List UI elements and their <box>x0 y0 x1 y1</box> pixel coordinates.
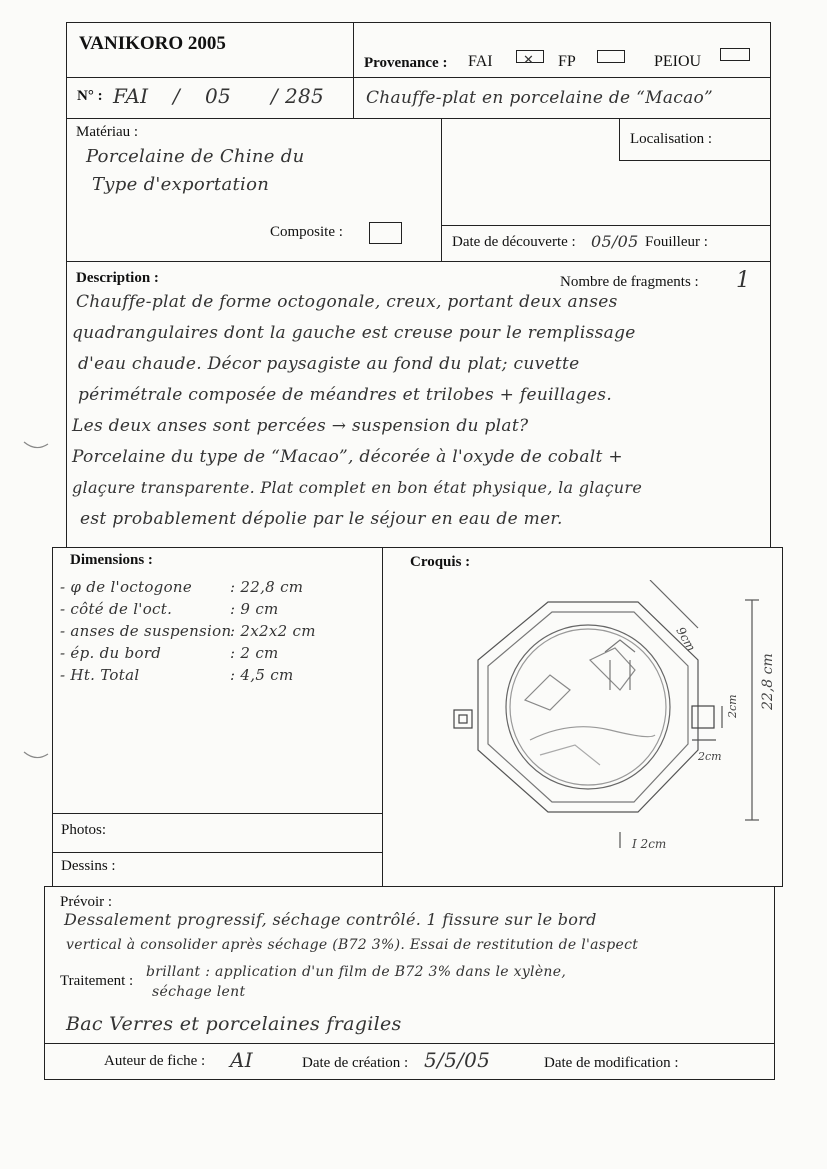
right-handle <box>692 706 714 728</box>
id-sep-1: / <box>173 84 181 108</box>
header-title-cell <box>66 22 354 78</box>
description-line: périmétrale composée de méandres et trilobes + feuillages. <box>78 385 613 405</box>
description-line: quadrangulaires dont la gauche est creuse pour le remplissage <box>72 323 636 343</box>
description-line: d'eau chaude. Décor paysagiste au fond du plat; cuvette <box>78 354 580 374</box>
auteur-value: AI <box>230 1048 253 1072</box>
id-number-cell <box>66 77 354 119</box>
material-divider <box>441 118 442 262</box>
page-title: VANIKORO 2005 <box>79 33 226 54</box>
prevoir-label: Prévoir : <box>60 894 113 910</box>
traitement-line-2: séchage lent <box>152 984 246 1000</box>
modification-label: Date de modification : <box>544 1055 679 1071</box>
prevoir-line-2: vertical à consolider après séchage (B72 3%). Essai de restitution de l'aspect <box>66 937 639 953</box>
dimension-value: : 2x2x2 cm <box>230 622 316 640</box>
description-line: glaçure transparente. Plat complet en bon état physique, la glaçure <box>72 478 643 497</box>
handle-height-annotation: 2cm <box>726 694 739 718</box>
dimension-name: - anses de suspension <box>60 622 232 640</box>
localisation-label: Localisation : <box>630 131 713 147</box>
dimension-row <box>60 644 380 666</box>
central-medallion <box>506 625 670 789</box>
dimension-value: : 4,5 cm <box>230 666 294 684</box>
discovery-top-line <box>441 225 771 226</box>
dessins-cell <box>52 852 383 887</box>
dimensions-list <box>60 578 380 688</box>
bottom-annotation: I 2cm <box>632 837 667 851</box>
dimension-row <box>60 622 380 644</box>
option-fai-checkbox[interactable] <box>516 50 544 68</box>
provenance-cell <box>353 22 771 78</box>
composite-checkbox[interactable] <box>369 222 402 244</box>
option-fp-label: FP <box>558 53 576 70</box>
id-prefix: FAI <box>113 84 149 108</box>
dimensions-label: Dimensions : <box>70 552 153 568</box>
check-mark-icon: ✕ <box>523 53 535 68</box>
discovery-date-value: 05/05 <box>591 232 639 251</box>
id-year: 05 <box>205 84 232 108</box>
description-line: Les deux anses sont percées → suspension du plat? <box>72 416 529 436</box>
creation-label: Date de création : <box>302 1055 409 1071</box>
croquis-sketch <box>440 580 780 860</box>
photos-cell <box>52 813 383 853</box>
composite-label: Composite : <box>270 224 343 240</box>
id-sequence: 285 <box>285 84 325 108</box>
octagon-outer <box>478 602 698 812</box>
option-peiou-checkbox[interactable] <box>720 48 750 61</box>
option-fai-label: FAI <box>468 53 493 70</box>
dimension-row <box>60 600 380 622</box>
handle-width-annotation: 2cm <box>698 750 722 763</box>
creation-value: 5/5/05 <box>424 1048 491 1072</box>
dimension-value: : 2 cm <box>230 644 279 662</box>
material-line-1: Porcelaine de Chine du <box>86 146 305 167</box>
id-sep-2: / <box>271 84 279 108</box>
material-line-2: Type d'exportation <box>92 174 270 195</box>
discovery-date-label: Date de découverte : <box>452 234 576 250</box>
object-title: Chauffe-plat en porcelaine de “Macao” <box>366 88 714 108</box>
storage-line: Bac Verres et porcelaines fragiles <box>66 1013 402 1035</box>
fragments-label: Nombre de fragments : <box>560 274 699 290</box>
description-line: Chauffe-plat de forme octogonale, creux, portant deux anses <box>76 292 618 312</box>
dimension-row <box>60 578 380 600</box>
traitement-line-1: brillant : application d'un film de B72 3% dans le xylène, <box>146 964 567 980</box>
dessins-label: Dessins : <box>61 858 116 874</box>
croquis-label: Croquis : <box>410 554 471 570</box>
dimension-name: - côté de l'oct. <box>60 600 173 618</box>
object-title-cell <box>353 77 771 119</box>
dimension-name: - ép. du bord <box>60 644 162 662</box>
octagon-rim <box>488 612 688 802</box>
traitement-label: Traitement : <box>60 973 134 989</box>
diameter-annotation: 22,8 cm <box>760 653 776 710</box>
dimension-name: - φ de l'octogone <box>60 578 193 596</box>
dimension-row <box>60 666 380 688</box>
prevoir-line-1: Dessalement progressif, séchage contrôlé. 1 fissure sur le bord <box>64 910 597 929</box>
auteur-label: Auteur de fiche : <box>104 1053 206 1069</box>
description-text <box>72 292 772 540</box>
description-line: Porcelaine du type de “Macao”, décorée à l'oxyde de cobalt + <box>72 447 623 467</box>
dimension-name: - Ht. Total <box>60 666 140 684</box>
id-number-label: N° : <box>77 88 103 104</box>
description-line: est probablement dépolie par le séjour en eau de mer. <box>80 509 563 529</box>
fragments-value: 1 <box>736 268 751 293</box>
provenance-label: Provenance : <box>364 55 448 71</box>
dimension-value: : 22,8 cm <box>230 578 304 596</box>
dimension-value: : 9 cm <box>230 600 279 618</box>
binder-marks <box>14 430 54 770</box>
photos-label: Photos: <box>61 822 107 838</box>
localisation-cell <box>619 118 771 161</box>
option-peiou-label: PEIOU <box>654 53 702 70</box>
material-label: Matériau : <box>76 124 139 140</box>
description-label: Description : <box>76 270 159 286</box>
fouilleur-label: Fouilleur : <box>645 234 708 250</box>
side-annotation: 9cm <box>673 624 699 654</box>
left-handle <box>454 710 472 728</box>
option-fp-checkbox[interactable] <box>597 50 625 63</box>
